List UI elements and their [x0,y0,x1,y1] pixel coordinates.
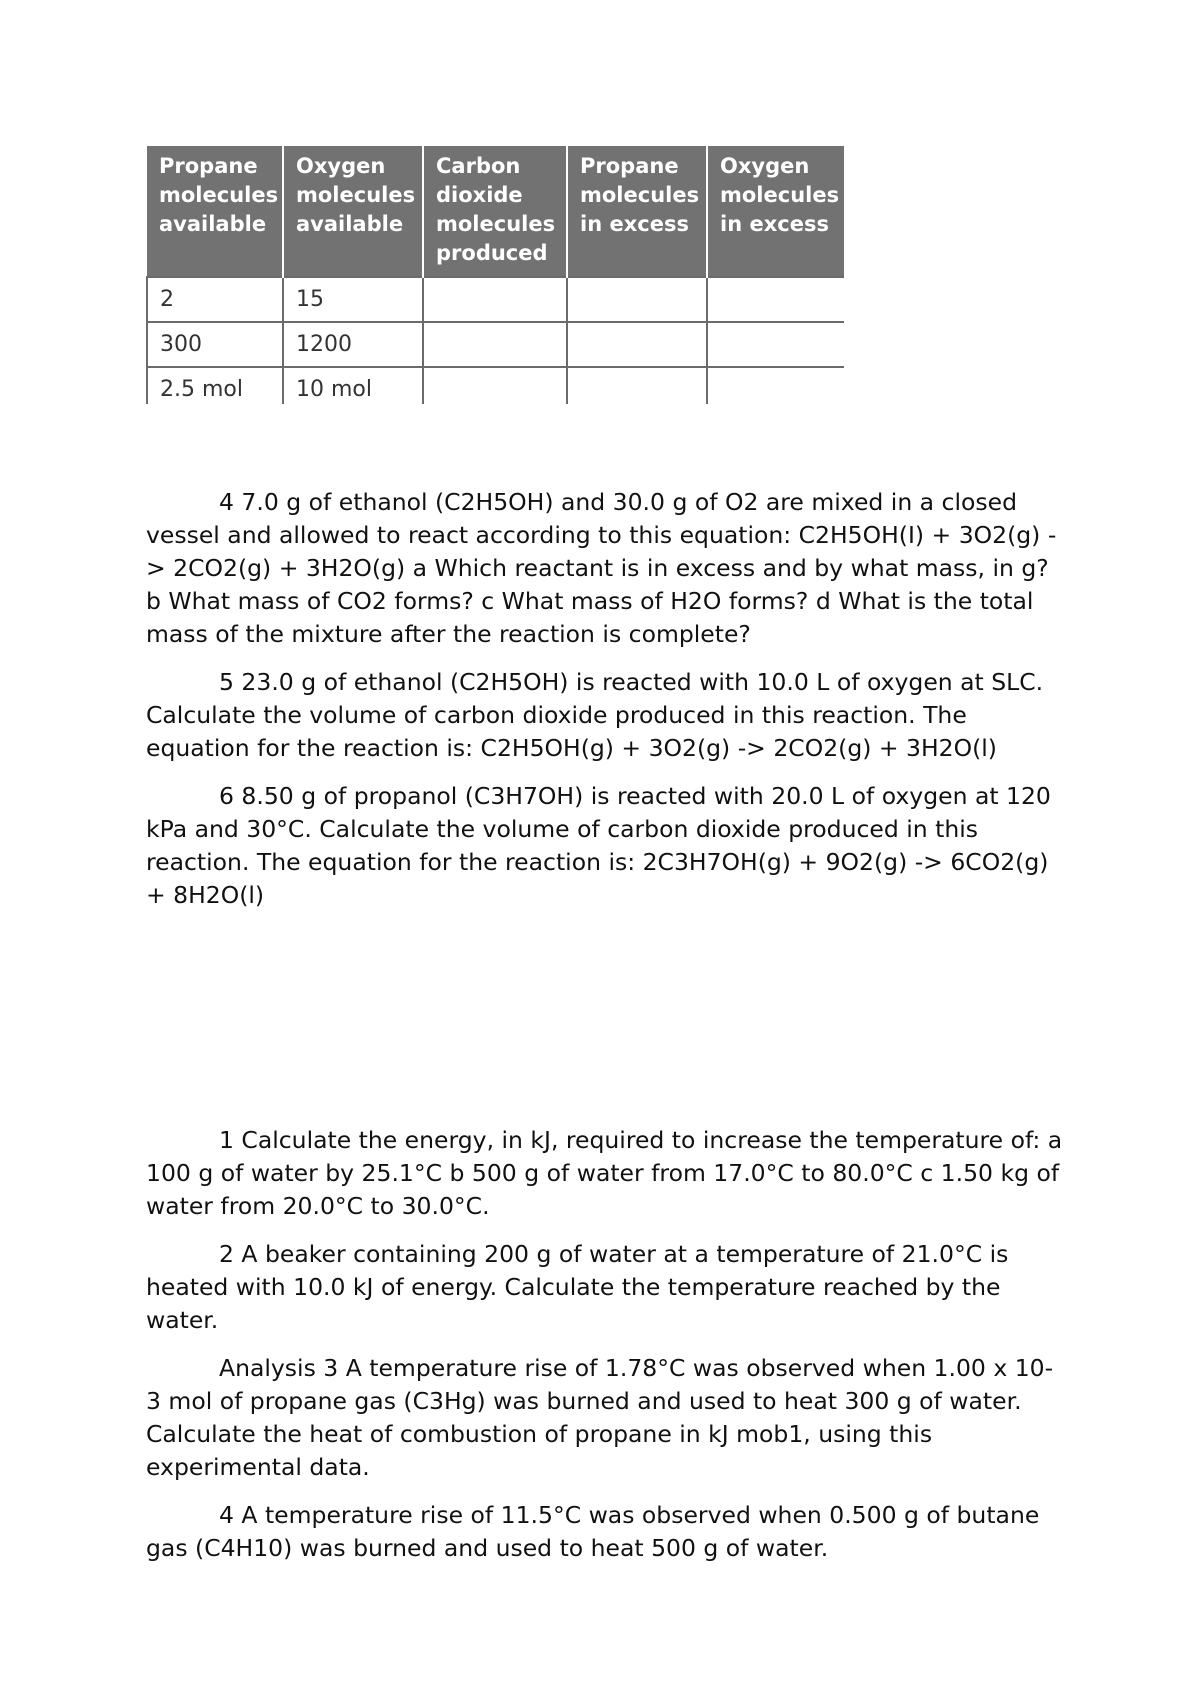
table-cell [423,367,567,404]
question-paragraph: 5 23.0 g of ethanol (C2H5OH) is reacted with 10.0 L of oxygen at SLC. Calculate the volume of carbon dioxide produced in this reaction. The equation for the reaction is: C2H5OH(g) + 3O2(g) -> 2CO2(g) + 3H2O(l) [146,668,1044,762]
stoichiometry-table-image [146,146,844,404]
table-cell: 10 mol [283,367,423,404]
question-paragraph: 2 A beaker containing 200 g of water at a temperature of 21.0°C is heated with 10.0 kJ of energy. Calculate the temperature reached by the water. [146,1240,1009,1334]
table-cell: 15 [283,277,423,322]
question-paragraph: 1 Calculate the energy, in kJ, required to increase the temperature of: a 100 g of water by 25.1°C b 500 g of water from 17.0°C to 80.0°C c 1.50 kg of water from 20.0°C to 30.0°C. [146,1126,1063,1220]
table-cell: 300 [147,322,283,367]
table-cell [423,277,567,322]
question-paragraph: 4 7.0 g of ethanol (C2H5OH) and 30.0 g of O2 are mixed in a closed vessel and allowed to react according to this equation: C2H5OH(I) + 3O2(g) -> 2CO2(g) + 3H2O(g) a Which reactant is in excess and by what mass, in g? b What mass of CO2 forms? c What mass of H2O forms? d What is the total mass of the mixture after the reaction is complete? [146,488,1057,648]
table-cell [423,322,567,367]
table-row [147,367,844,404]
table-cell [707,367,844,404]
table-header-cell: Oxygen molecules in excess [707,146,844,277]
table-cell: 2.5 mol [147,367,283,404]
table-cell: 1200 [283,322,423,367]
table-header-cell: Propane molecules in excess [567,146,707,277]
table-cell [707,277,844,322]
table-cell [567,322,707,367]
table-header-cell: Carbon dioxide molecules produced [423,146,567,277]
table-cell [567,277,707,322]
table-header-row [147,146,844,277]
heat-energy-questions [146,1124,1066,1580]
table-cell [567,367,707,404]
table-cell [707,322,844,367]
table-row [147,277,844,322]
table-header-cell: Propane molecules available [147,146,283,277]
question-paragraph: 4 A temperature rise of 11.5°C was observed when 0.500 g of butane gas (C4H10) was burned and used to heat 500 g of water. [146,1501,1040,1562]
question-paragraph: 6 8.50 g of propanol (C3H7OH) is reacted with 20.0 L of oxygen at 120 kPa and 30°C. Calculate the volume of carbon dioxide produced in this reaction. The equation for the reaction is: 2C3H7OH(g) + 9O2(g) -> 6CO2(g) + 8H2O(l) [146,782,1051,909]
table-header-cell: Oxygen molecules available [283,146,423,277]
table-row [147,322,844,367]
table-cell: 2 [147,277,283,322]
stoichiometry-table [146,146,844,404]
stoichiometry-questions [146,486,1066,927]
question-paragraph: Analysis 3 A temperature rise of 1.78°C was observed when 1.00 x 10-3 mol of propane gas (C3Hg) was burned and used to heat 300 g of water. Calculate the heat of combustion of propane in kJ mob1, using this experimental data. [146,1354,1054,1481]
